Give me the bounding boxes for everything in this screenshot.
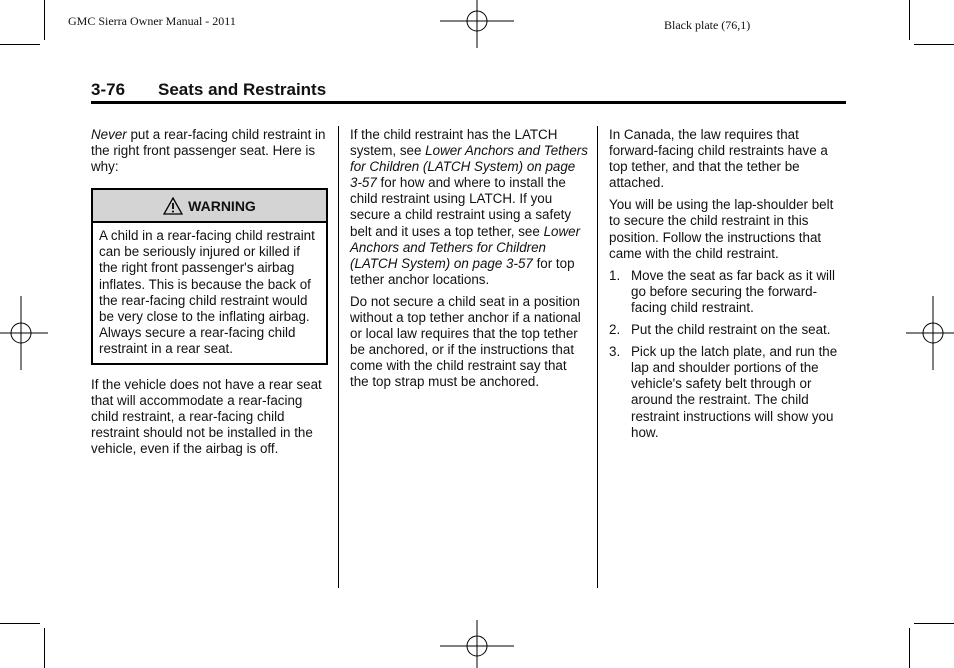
crop-mark: [909, 0, 910, 40]
registration-mark-icon: [440, 0, 514, 48]
warning-title: WARNING: [188, 197, 256, 214]
crop-mark: [44, 0, 45, 40]
plate-label: Black plate (76,1): [664, 18, 751, 32]
manual-title: GMC Sierra Owner Manual - 2011: [68, 14, 236, 28]
list-item: [609, 344, 847, 441]
step-number: 3.: [609, 344, 621, 360]
list-item: [609, 322, 847, 338]
latch-cross-reference[interactable]: Lower Anchors and Tethers for Children (LATCH System) on page 3-57: [350, 143, 588, 191]
registration-mark-icon: [906, 296, 954, 370]
step-text: Pick up the latch plate, and run the lap and shoulder portions of the vehicle's safety belt through or around the restraint. The child restraint instructions will show you how.: [631, 344, 838, 440]
column-1: [91, 127, 328, 464]
crop-mark: [909, 628, 910, 668]
installation-steps: [609, 268, 847, 441]
crop-mark: [914, 623, 954, 624]
column-2: [350, 127, 588, 397]
intro-paragraph: [91, 127, 328, 175]
section-title: Seats and Restraints: [158, 80, 327, 99]
lap-shoulder-paragraph: You will be using the lap-shoulder belt to secure the child restraint in this position. Follow the instructions that came with the child restraint.: [609, 197, 834, 261]
canada-paragraph: In Canada, the law requires that forward-facing child restraints have a top tether, and that the tether be attached.: [609, 127, 828, 191]
latch-text-1: If the child restraint has the LATCH system, see: [350, 127, 558, 159]
registration-mark-icon: [0, 296, 48, 370]
registration-mark-icon: [440, 620, 514, 668]
intro-text: put a rear-facing child restraint in the right front passenger seat. Here is why:: [91, 127, 326, 175]
warning-header: [93, 190, 326, 223]
step-number: 2.: [609, 322, 621, 338]
column-3: [609, 127, 847, 447]
header-rule: [91, 101, 846, 104]
step-number: 1.: [609, 267, 621, 283]
latch-text-3: for top tether anchor locations.: [350, 255, 575, 287]
warning-box: [91, 188, 328, 365]
intro-emphasis: Never: [91, 127, 127, 142]
latch-text-2: for how and where to install the child restraint using LATCH. If you secure a child restraint using a safety belt and it uses a top tether, see: [350, 175, 572, 239]
step-text: Move the seat as far back as it will go before securing the forward-facing child restraint.: [631, 267, 835, 315]
column-divider: [338, 126, 339, 588]
list-item: [609, 268, 847, 316]
crop-mark: [0, 44, 40, 45]
crop-mark: [0, 623, 40, 624]
warning-triangle-icon: [163, 197, 183, 215]
crop-mark: [44, 628, 45, 668]
top-tether-cross-reference[interactable]: Lower Anchors and Tethers for Children (LATCH System) on page 3-57: [350, 223, 581, 271]
rear-seat-paragraph: If the vehicle does not have a rear seat that will accommodate a rear-facing child restraint, a rear-facing child restraint should not be installed in the vehicle, even if the airbag is off.: [91, 377, 322, 457]
column-divider: [597, 126, 598, 588]
step-text: Put the child restraint on the seat.: [631, 322, 831, 338]
latch-paragraph: [350, 127, 588, 288]
page-number: 3-76: [91, 80, 126, 99]
top-tether-paragraph: Do not secure a child seat in a position without a top tether anchor if a national or local law requires that the top tether be anchored, or if the instructions that come with the child restraint say that the top strap must be anchored.: [350, 293, 581, 390]
page-header: [91, 80, 326, 100]
warning-body: A child in a rear-facing child restraint can be seriously injured or killed if the right front passenger's airbag inflates. This is because the back of the rear-facing child restraint would be very close to the inflating airbag. Always secure a rear-facing child restraint in a rear seat.: [99, 228, 315, 356]
crop-mark: [914, 44, 954, 45]
